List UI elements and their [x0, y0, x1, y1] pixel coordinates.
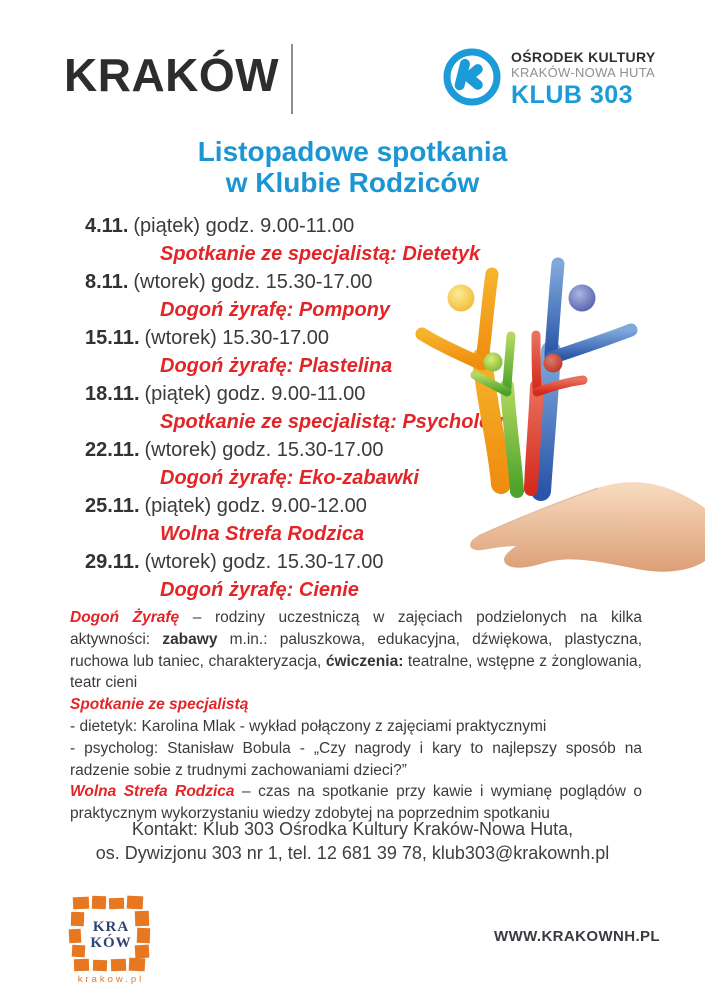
info-section: [70, 607, 642, 825]
krakow-logo-url: krakow.pl: [77, 974, 145, 985]
schedule-activity: Spotkanie ze specjalistą: Dietetyk: [160, 243, 481, 265]
contact-block: [0, 818, 705, 865]
family-in-hand-illustration: [398, 246, 705, 583]
info-spec-title: Spotkanie ze specjalistą: [70, 696, 249, 714]
date-details: (wtorek) godz. 15.30-17.00: [144, 439, 384, 461]
schedule-activity: Wolna Strefa Rodzica: [160, 523, 365, 545]
krakow-wordmark-logo: KRAKÓW: [64, 49, 280, 101]
contact-line2: os. Dywizjonu 303 nr 1, tel. 12 681 39 78, klub303@krakownh.pl: [95, 842, 610, 863]
info-text: m.in.: paluszkowa, edukacyjna, dźwiękowa, plastyczna, ruchowa lub taniec, charakteryzacja,: [70, 630, 642, 670]
info-wolna-title: Wolna Strefa Rodzica: [70, 783, 235, 801]
date-details: (wtorek) godz. 15.30-17.00: [144, 551, 384, 573]
date-details: (wtorek) godz. 15.30-17.00: [133, 271, 373, 293]
date-value: 8.11.: [85, 271, 129, 293]
krakow-logo-text-bottom: KÓW: [90, 935, 132, 951]
date-value: 29.11.: [85, 551, 140, 573]
info-bold: ćwiczenia:: [325, 652, 404, 670]
date-value: 15.11.: [85, 327, 140, 349]
contact-line1: Kontakt: Klub 303 Ośrodka Kultury Kraków-Nowa Huta,: [131, 819, 574, 839]
info-dogon-zyrafe: [70, 607, 642, 694]
org-name: OŚRODEK KULTURY: [511, 49, 656, 66]
schedule-activity: Dogoń żyrafę: Plastelina: [160, 355, 393, 377]
schedule-activity: Dogoń żyrafę: Cienie: [160, 579, 359, 601]
page-title-line1: Listopadowe spotkania: [197, 136, 508, 167]
page-title-line2: w Klubie Rodziców: [225, 167, 480, 198]
info-spec-item2: - psycholog: Stanisław Bobula - „Czy nagrody i kary to najlepszy sposób na radzenie sobie z trudnymi zachowaniami dzieci?”: [70, 739, 642, 779]
info-text: – rodziny uczestniczą w zajęciach podzielonych na kilka aktywności:: [70, 609, 642, 648]
website-url: WWW.KRAKOWNH.PL: [494, 928, 660, 945]
org-club: KLUB 303: [511, 80, 634, 109]
schedule-activity: Dogoń żyrafę: Eko-zabawki: [160, 467, 419, 489]
info-text: teatralne, wstępne z żonglowania, teatr cieni: [70, 652, 642, 692]
date-value: 18.11.: [85, 383, 140, 405]
date-details: (piątek) godz. 9.00-11.00: [133, 215, 355, 237]
klub303-logo-text: [511, 50, 656, 108]
schedule-activity: Dogoń żyrafę: Pompony: [160, 299, 391, 321]
info-bold: zabawy: [162, 630, 218, 648]
org-subname: KRAKÓW-NOWA HUTA: [511, 65, 655, 81]
info-dogon-title: Dogoń Żyrafę: [70, 609, 180, 626]
schedule-date: [85, 212, 525, 240]
date-details: (wtorek) 15.30-17.00: [144, 327, 330, 349]
krakow-mosaic-logo: [68, 895, 154, 990]
klub303-logo: [443, 48, 656, 111]
page-title: [0, 136, 705, 198]
info-spec-item1: - dietetyk: Karolina Mlak - wykład połączony z zajęciami praktycznymi: [70, 717, 547, 735]
krakow-logo-text-top: KRA: [92, 919, 130, 935]
date-value: 25.11.: [85, 495, 140, 517]
klub303-circle-k-icon: [443, 48, 501, 111]
date-value: 4.11.: [85, 215, 129, 237]
date-value: 22.11.: [85, 439, 140, 461]
schedule-activity: Spotkanie ze specjalistą: Psycholog: [160, 411, 504, 433]
date-details: (piątek) godz. 9.00-12.00: [144, 495, 367, 517]
info-text: – czas na spotkanie przy kawie i wymianę poglądów o praktycznym wykorzystaniu wiedzy zdobytej na poprzednim spotkaniu: [70, 783, 643, 823]
header-divider: [291, 44, 293, 114]
date-details: (piątek) godz. 9.00-11.00: [144, 383, 366, 405]
